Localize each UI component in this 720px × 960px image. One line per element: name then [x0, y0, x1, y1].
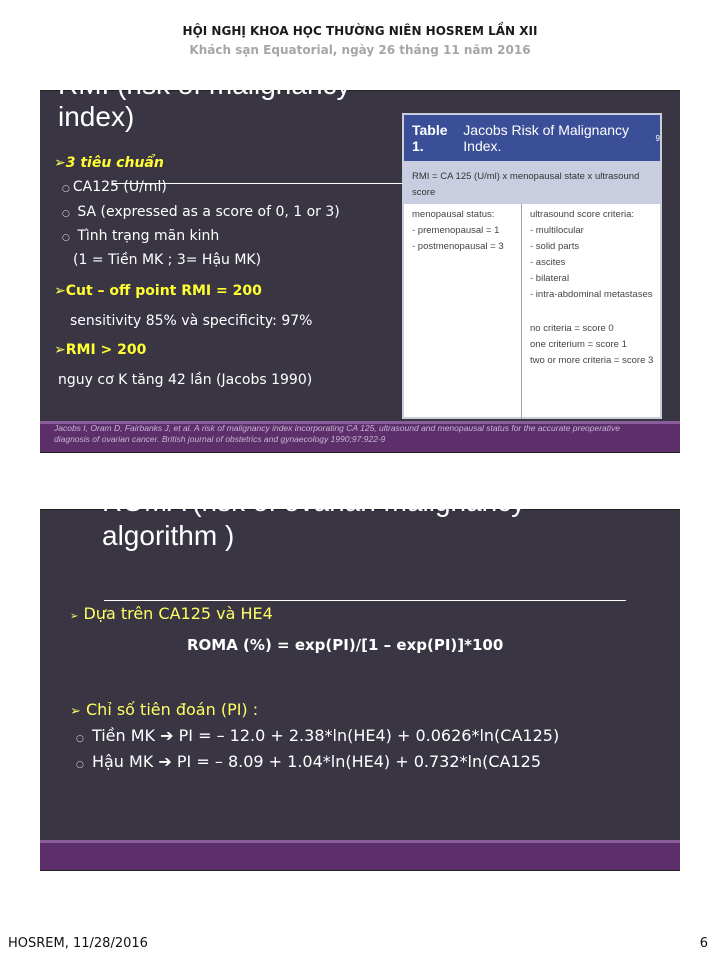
slide-title: index)	[58, 101, 135, 132]
jacobs-rmi-table	[402, 113, 662, 419]
criteria-item: ○ Tình trạng mãn kinh	[62, 228, 220, 244]
roma-formula: ROMA (%) = exp(PI)/[1 – exp(PI)]*100	[187, 636, 504, 654]
slide-rmi	[40, 69, 680, 453]
divider-line	[104, 600, 626, 601]
right-arrow-icon: ➔	[160, 726, 174, 745]
bullet-circle-icon: ○	[62, 184, 70, 194]
sensitivity-text: sensitivity 85% và specificity: 97%	[70, 313, 313, 329]
slide-title-clipped: RMI (risk of malignancy	[58, 69, 351, 100]
slide-roma	[40, 486, 680, 871]
right-arrow-icon: ➔	[158, 752, 172, 771]
cutoff-heading: ➢Cut – off point RMI = 200	[54, 283, 262, 299]
table-menopausal-column: menopausal status: - premenopausal = 1 - postmenopausal = 3	[404, 204, 522, 419]
table-title: Table 1. Jacobs Risk of Malignancy Index. 9	[404, 115, 660, 161]
pi-heading: ➢ Chỉ số tiên đoán (PI) :	[70, 700, 259, 719]
bullet-circle-icon: ○	[62, 209, 70, 219]
table-ultrasound-column: ultrasound score criteria: - multilocular - solid parts - ascites - bilateral - intra-abdominal metastases no criteria = score 0 one criterium = score 1 two or more criteria = score 3	[530, 209, 654, 366]
bullet-circle-icon: ○	[76, 734, 84, 744]
bullet-circle-icon: ○	[62, 233, 70, 243]
bullet-circle-icon: ○	[76, 760, 84, 770]
bullet-arrow-icon: ➢	[54, 342, 66, 358]
page-number: 6	[699, 936, 708, 951]
pi-postmenopausal: ○ Hậu MK ➔ PI = – 8.09 + 1.04*ln(HE4) + 0.732*ln(CA125	[76, 752, 542, 771]
bullet-arrow-icon: ➢	[70, 704, 81, 719]
criteria-item: ○ SA (expressed as a score of 0, 1 or 3)	[62, 204, 340, 220]
basis-line: ➢ Dựa trên CA125 và HE4	[70, 604, 273, 623]
slide-title: algorithm )	[102, 520, 235, 551]
criteria-heading: ➢3 tiêu chuẩn	[54, 155, 164, 171]
risk-text: nguy cơ K tăng 42 lần (Jacobs 1990)	[58, 372, 313, 388]
table-formula: RMI = CA 125 (U/ml) x menopausal state x ultrasound score	[404, 161, 660, 204]
page-header-subtitle: Khách sạn Equatorial, ngày 26 tháng 11 năm 2016	[189, 43, 531, 57]
page-header-title: HỘI NGHỊ KHOA HỌC THƯỜNG NIÊN HOSREM LẦN XII	[182, 24, 538, 38]
slide-title-clipped: ROMA (risk of ovarian malignancy	[102, 486, 526, 517]
reference-text: Jacobs I, Oram D, Fairbanks J, et al. A risk of malignancy index incorporating CA 125, ultrasound and menopausal status for the accurate preoperative diagnosis of ovarian cancer. British journal of obstetrics and gynaecology 1990;97:922-9	[54, 423, 621, 444]
rmi-threshold-heading: ➢RMI > 200	[54, 342, 147, 358]
bullet-arrow-icon: ➢	[54, 283, 66, 299]
criteria-note: (1 = Tiền MK ; 3= Hậu MK)	[73, 252, 262, 268]
bullet-arrow-icon: ➢	[54, 155, 66, 171]
footer-left: HOSREM, 11/28/2016	[8, 936, 148, 951]
bullet-arrow-icon: ➢	[70, 611, 79, 622]
slide-footer-band	[40, 843, 680, 870]
pi-premenopausal: ○ Tiền MK ➔ PI = – 12.0 + 2.38*ln(HE4) + 0.0626*ln(CA125)	[76, 726, 560, 745]
criteria-item: ○ CA125 (U/ml)	[62, 179, 167, 195]
